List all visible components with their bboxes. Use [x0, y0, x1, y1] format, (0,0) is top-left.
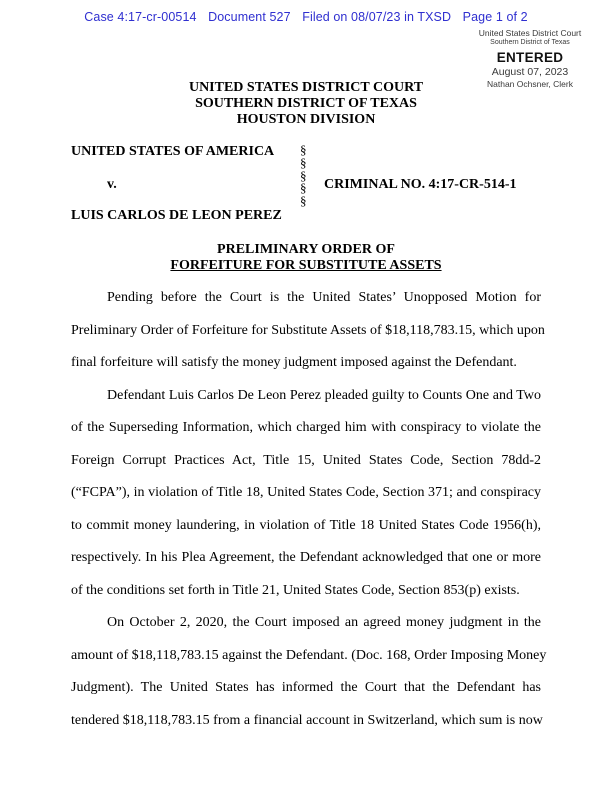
stamp-district: Southern District of Texas — [490, 39, 570, 46]
section-symbol: § — [300, 193, 307, 209]
text-line: amount of $18,118,783.15 against the Defendant. (Doc. 168, Order Imposing Money — [71, 647, 547, 663]
stamp-clerk: Nathan Ochsner, Clerk — [487, 79, 573, 89]
text-line: Preliminary Order of Forfeiture for Substitute Assets of $18,118,783.15, which upon — [71, 322, 545, 338]
document-number: Document 527 — [208, 10, 291, 24]
stamp-court: United States District Court — [478, 28, 582, 38]
versus-label: v. — [107, 177, 117, 192]
case-header — [0, 10, 612, 24]
section-symbol: § — [300, 142, 307, 157]
text-line: (“FCPA”), in violation of Title 18, United States Code, Section 371; and conspiracy — [71, 485, 541, 500]
order-body — [71, 284, 547, 739]
section-symbol: § — [300, 180, 307, 196]
section-symbol: § — [300, 154, 307, 170]
court-heading — [140, 80, 472, 128]
stamp-status: ENTERED — [496, 50, 564, 65]
case-number: Case 4:17-cr-00514 — [84, 10, 197, 24]
text-line: tendered $18,118,783.15 from a financial account in Switzerland, which sum is now — [71, 712, 543, 728]
text-line: respectively. In his Plea Agreement, the Defendant acknowledged that one or more — [71, 550, 541, 565]
paragraph-plea — [71, 382, 541, 610]
criminal-number: CRIMINAL NO. 4:17-CR-514-1 — [324, 177, 517, 192]
section-symbol: § — [300, 167, 307, 183]
text-line: Foreign Corrupt Practices Act, Title 15, United States Code, Section 78dd-2 — [71, 452, 541, 468]
text-line: Pending before the Court is the United States’ Unopposed Motion for — [107, 290, 541, 305]
court-division: HOUSTON DIVISION — [236, 112, 376, 127]
paragraph-motion — [71, 284, 545, 382]
court-name: UNITED STATES DISTRICT COURT — [188, 80, 424, 95]
text-line: of the conditions set forth in Title 21, United States Code, Section 853(p) exists. — [71, 582, 520, 598]
defendant-name: LUIS CARLOS DE LEON PEREZ — [71, 208, 282, 223]
order-title — [100, 242, 512, 274]
court-district: SOUTHERN DISTRICT OF TEXAS — [195, 96, 417, 111]
text-line: Judgment). The United States has informed the Court that the Defendant has — [71, 680, 541, 695]
plaintiff-name: UNITED STATES OF AMERICA — [71, 144, 275, 159]
text-line: of the Superseding Information, which charged him with conspiracy to violate the — [71, 420, 541, 435]
section-symbols — [300, 144, 314, 208]
text-line: On October 2, 2020, the Court imposed an agreed money judgment in the — [107, 615, 541, 630]
entered-stamp — [470, 28, 590, 90]
text-line: Defendant Luis Carlos De Leon Perez pleaded guilty to Counts One and Two — [107, 387, 541, 403]
filed-date: Filed on 08/07/23 in TXSD — [302, 10, 452, 24]
stamp-date: August 07, 2023 — [491, 66, 569, 78]
order-title-line2: FORFEITURE FOR SUBSTITUTE ASSETS — [170, 258, 442, 273]
page-number: Page 1 of 2 — [462, 10, 528, 24]
text-line: final forfeiture will satisfy the money judgment imposed against the Defendant. — [71, 355, 517, 370]
text-line: to commit money laundering, in violation of Title 18 United States Code 1956(h), — [71, 517, 541, 533]
paragraph-judgment — [71, 609, 547, 739]
order-title-line1: PRELIMINARY ORDER OF — [217, 242, 395, 257]
